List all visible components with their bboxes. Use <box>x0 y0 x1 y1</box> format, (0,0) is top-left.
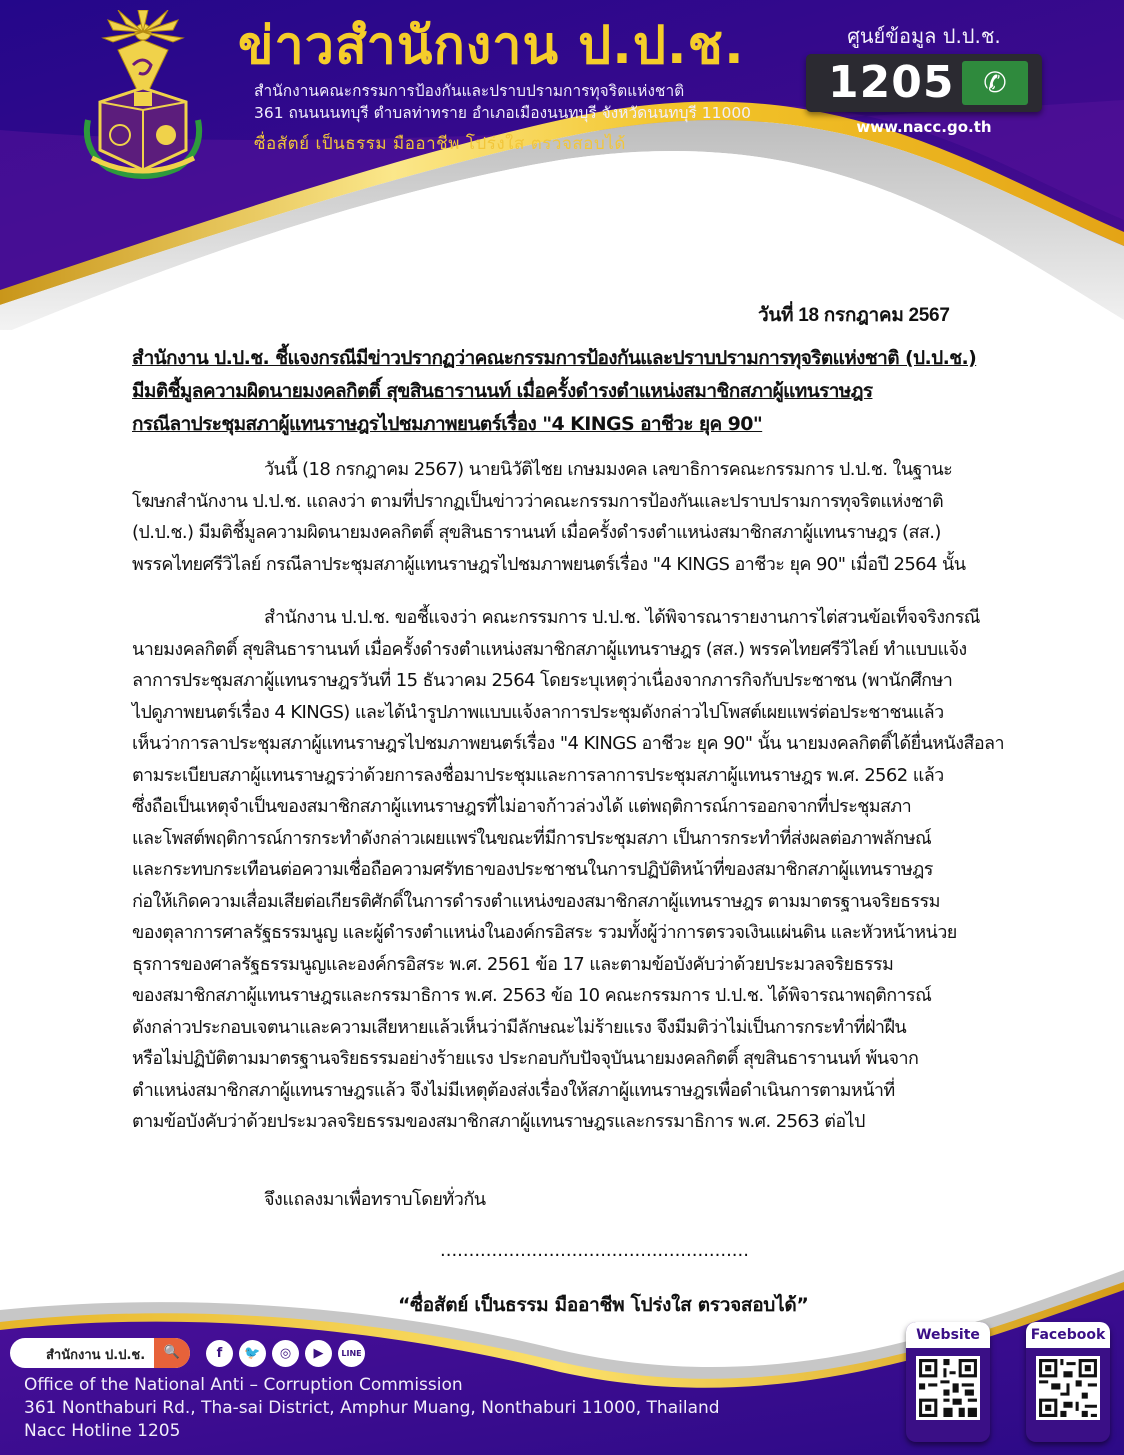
org-address-th: 361 ถนนนนทบุรี ตำบลท่าทราย อำเภอเมืองนนทบุรี จังหวัดนนทบุรี 11000 <box>254 104 752 122</box>
line-icon[interactable]: LINE <box>338 1340 365 1367</box>
paragraph-line: วันนี้ (18 กรกฎาคม 2567) นายนิวัติไชย เกษมมงคล เลขาธิการคณะกรรมการ ป.ป.ช. ในฐานะ <box>264 459 953 480</box>
paragraph-line: และกระทบกระเทือนต่อความเชื่อถือความศรัทธาของประชาชนในการปฏิบัติหน้าที่ของสมาชิกสภาผู้แทนราษฎร <box>132 859 933 880</box>
info-center-label: ศูนย์ข้อมูล ป.ป.ช. <box>847 24 1001 48</box>
hotline-number: 1205 <box>828 57 955 108</box>
headline <box>132 342 1032 441</box>
paragraph-line: ดังกล่าวประกอบเจตนาและความเสียหายแล้วเห็นว่ามีลักษณะไม่ร้ายแรง จึงมีมติว่าไม่เป็นการกระทำที่ฝ่าฝืน <box>132 1016 907 1038</box>
address-en: 361 Nonthaburi Rd., Tha-sai District, Amphur Muang, Nonthaburi 11000, Thailand <box>24 1398 720 1418</box>
signature-line: ...................................................... <box>440 1240 749 1261</box>
document-date: วันที่ 18 กรกฎาคม 2567 <box>758 305 950 326</box>
header-banner <box>0 0 1124 330</box>
paragraph-line: (ป.ป.ช.) มีมติชี้มูลความผิดนายมงคลกิตติ์ สุขสินธารานนท์ เมื่อครั้งดำรงตำแหน่งสมาชิกสภาผู้แทนราษฎร (สส.) <box>132 522 941 543</box>
qr-label: Facebook <box>1026 1322 1110 1348</box>
paragraph-2 <box>132 602 1032 1138</box>
qr-website[interactable] <box>906 1322 990 1442</box>
headline-line: กรณีลาประชุมสภาผู้แทนราษฎรไปชมภาพยนตร์เรื่อง "4 KINGS อาชีวะ ยุค 90" <box>132 413 763 435</box>
facebook-icon[interactable]: f <box>206 1340 233 1367</box>
paragraph-line: ธุรการของศาลรัฐธรรมนูญและองค์กรอิสระ พ.ศ. 2561 ข้อ 17 และตามข้อบังคับว่าด้วยประมวลจริยธรรม <box>132 953 894 975</box>
paragraph-line: ตามระเบียบสภาผู้แทนราษฎรว่าด้วยการลงชื่อมาประชุมและการลาการประชุมสภาผู้แทนราษฎร พ.ศ. 2562 แล้ว <box>132 764 944 786</box>
headline-line: สำนักงาน ป.ป.ช. ชี้แจงกรณีมีข่าวปรากฏว่าคณะกรรมการป้องกันและปราบปรามการทุจริตแห่งชาติ (ป.ป.ช.) <box>132 347 977 369</box>
search-icon[interactable]: 🔍 <box>154 1338 190 1368</box>
twitter-icon[interactable]: 🐦 <box>239 1340 266 1367</box>
paragraph-line: โฆษกสำนักงาน ป.ป.ช. แถลงว่า ตามที่ปรากฏเป็นข่าวว่าคณะกรรมการป้องกันและปราบปรามการทุจริตแห่งชาติ <box>132 490 944 512</box>
search-label: สำนักงาน ป.ป.ช. <box>46 1348 146 1363</box>
website-link[interactable]: www.nacc.go.th <box>856 118 992 136</box>
youtube-icon[interactable]: ▶ <box>305 1340 332 1367</box>
qr-label: Website <box>906 1322 990 1348</box>
instagram-icon[interactable]: ◎ <box>272 1340 299 1367</box>
headline-line: มีมติชี้มูลความผิดนายมงคลกิตติ์ สุขสินธารานนท์ เมื่อครั้งดำรงตำแหน่งสมาชิกสภาผู้แทนราษฎร <box>132 380 873 402</box>
header-slogan: ซื่อสัตย์ เป็นธรรม มืออาชีพ โปร่งใส ตรวจสอบได้ <box>254 134 626 154</box>
paragraph-line: หรือไม่ปฏิบัติตามมาตรฐานจริยธรรมอย่างร้ายแรง ประกอบกับปัจจุบันนายมงคลกิตติ์ สุขสินธารานนท์ พ้นจาก <box>132 1048 919 1069</box>
search-bar[interactable] <box>10 1338 190 1368</box>
nacc-emblem-icon <box>78 10 208 180</box>
org-name-en: Office of the National Anti – Corruption Commission <box>24 1375 463 1395</box>
paragraph-line: พรรคไทยศรีวิไลย์ กรณีลาประชุมสภาผู้แทนราษฎรไปชมภาพยนตร์เรื่อง "4 KINGS อาชีวะ ยุค 90" เมื่อปี 2564 นั้น <box>132 553 966 575</box>
motto: “ซื่อสัตย์ เป็นธรรม มืออาชีพ โปร่งใส ตรวจสอบได้” <box>398 1294 809 1316</box>
paragraph-line: นายมงคลกิตติ์ สุขสินธารานนท์ เมื่อครั้งดำรงตำแหน่งสมาชิกสภาผู้แทนราษฎร (สส.) พรรคไทยศรีวิไลย์ ทำแบบแจ้ง <box>132 638 967 660</box>
paragraph-line: ของสมาชิกสภาผู้แทนราษฎรและกรรมาธิการ พ.ศ. 2563 ข้อ 10 คณะกรรมการ ป.ป.ช. ได้พิจารณาพฤติการณ์ <box>132 985 932 1006</box>
paragraph-line: และโพสต์พฤติการณ์การกระทำดังกล่าวเผยแพร่ในขณะที่มีการประชุมสภา เป็นการกระทำที่ส่งผลต่อภาพลักษณ์ <box>132 827 932 849</box>
hotline-en: Nacc Hotline 1205 <box>24 1421 181 1441</box>
qr-code-icon <box>1036 1356 1100 1420</box>
paragraph-1 <box>132 454 1032 580</box>
qr-code-icon <box>916 1356 980 1420</box>
paragraph-line: ตำแหน่งสมาชิกสภาผู้แทนราษฎรแล้ว จึงไม่มีเหตุต้องส่งเรื่องให้สภาผู้แทนราษฎรเพื่อดำเนินการตามหน้าที่ <box>132 1079 895 1101</box>
paragraph-line: ไปดูภาพยนตร์เรื่อง 4 KINGS) และได้นำรูปภาพแบบแจ้งลาการประชุมดังกล่าวไปโพสต์เผยแพร่ต่อประชาชนแล้ว <box>132 701 944 723</box>
hotline-box[interactable] <box>806 54 1042 112</box>
footer-contact <box>24 1374 720 1443</box>
info-center <box>806 22 1042 136</box>
paragraph-line: เห็นว่าการลาประชุมสภาผู้แทนราษฎรไปชมภาพยนตร์เรื่อง "4 KINGS อาชีวะ ยุค 90" นั้น นายมงคลกิตติ์ได้ยื่นหนังสือลา <box>132 733 1004 754</box>
phone-icon: ✆ <box>962 61 1028 105</box>
paragraph-line: ลาการประชุมสภาผู้แทนราษฎรวันที่ 15 ธันวาคม 2564 โดยระบุเหตุว่าเนื่องจากภารกิจกับประชาชน (พานักศึกษา <box>132 670 953 691</box>
paragraph-line: ก่อให้เกิดความเสื่อมเสียต่อเกียรติศักดิ์ในการดำรงตำแหน่งของสมาชิกสภาผู้แทนราษฎร ตามมาตรฐานจริยธรรม <box>132 890 940 912</box>
paragraph-line: สำนักงาน ป.ป.ช. ขอชี้แจงว่า คณะกรรมการ ป.ป.ช. ได้พิจารณารายงานการไต่สวนข้อเท็จจริงกรณี <box>264 607 980 628</box>
page-title: ข่าวสำนักงาน ป.ป.ช. <box>238 16 745 76</box>
social-links <box>206 1340 365 1367</box>
paragraph-line: ซึ่งถือเป็นเหตุจำเป็นของสมาชิกสภาผู้แทนราษฎรที่ไม่อาจก้าวล่วงได้ แต่พฤติการณ์การออกจากที่ประชุมสภา <box>132 796 912 817</box>
paragraph-line: ของตุลาการศาลรัฐธรรมนูญ และผู้ดำรงตำแหน่งในองค์กรอิสระ รวมทั้งผู้ว่าการตรวจเงินแผ่นดิน และหัวหน้าหน่วย <box>132 922 957 943</box>
qr-facebook[interactable] <box>1026 1322 1110 1442</box>
org-name-th: สำนักงานคณะกรรมการป้องกันและปราบปรามการทุจริตแห่งชาติ <box>254 82 685 100</box>
org-info <box>254 80 751 124</box>
closing-line: จึงแถลงมาเพื่อทราบโดยทั่วกัน <box>264 1189 486 1210</box>
paragraph-line: ตามข้อบังคับว่าด้วยประมวลจริยธรรมของสมาชิกสภาผู้แทนราษฎรและกรรมาธิการ พ.ศ. 2563 ต่อไป <box>132 1111 865 1132</box>
